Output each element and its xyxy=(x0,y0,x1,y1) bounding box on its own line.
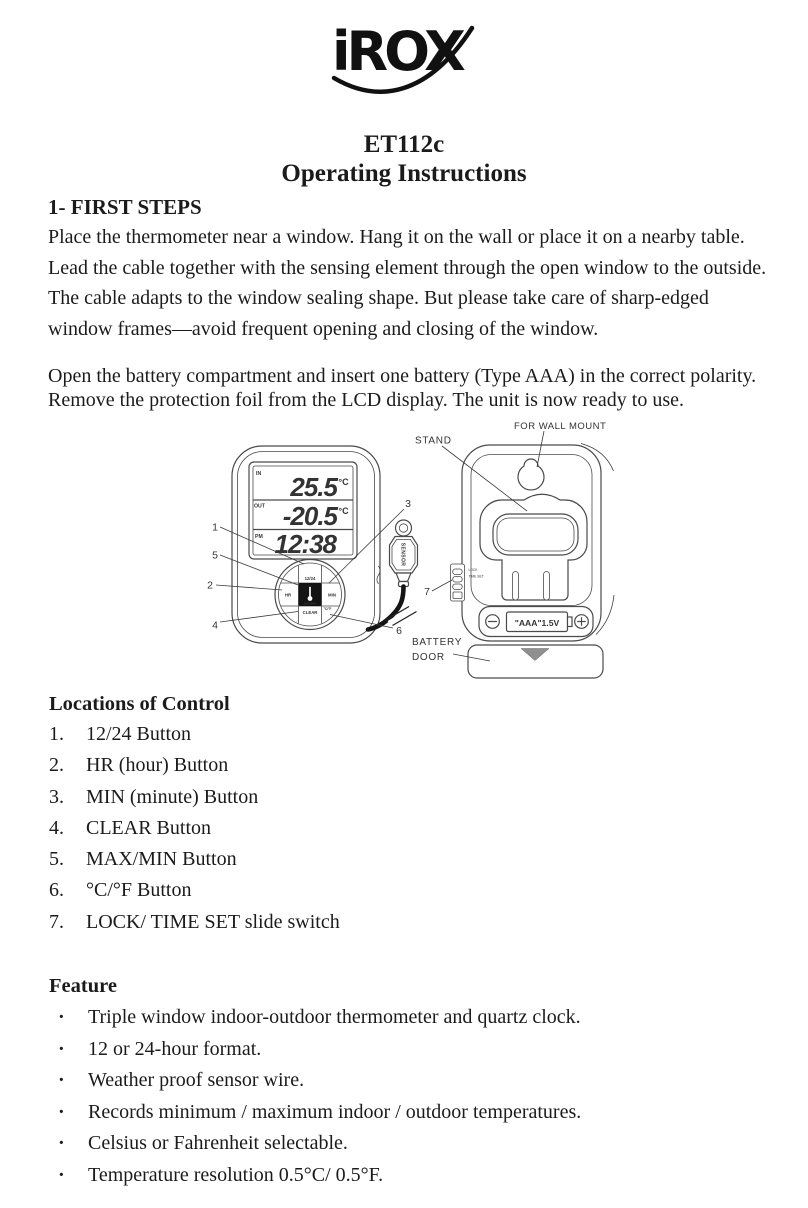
feature-item xyxy=(49,1065,769,1097)
sensor-label: SENSOR xyxy=(399,542,406,567)
feature-text: Weather proof sensor wire. xyxy=(88,1069,305,1091)
bullet: · xyxy=(58,1069,65,1091)
irox-logo xyxy=(320,12,488,104)
lcd-ampm-label: PM xyxy=(255,534,263,540)
switch-base xyxy=(453,592,462,599)
button-clear: CLEAR xyxy=(302,609,318,615)
button-min: MIN xyxy=(328,592,336,598)
sensor-ring-outer xyxy=(396,520,412,536)
callout-1: 1 xyxy=(212,521,218,534)
switch-ridge-1 xyxy=(453,569,463,575)
button-max-min-label: MAX/MIN xyxy=(303,601,317,606)
item-number: 2. xyxy=(49,754,64,777)
control-item xyxy=(49,782,749,813)
control-item xyxy=(49,844,749,875)
stand-label: STAND xyxy=(415,435,452,447)
battery-door-label-line2: DOOR xyxy=(412,652,445,663)
feature-text: Celsius or Fahrenheit selectable. xyxy=(88,1132,348,1154)
section-heading-first-steps: 1- FIRST STEPS xyxy=(48,195,202,219)
feature-item xyxy=(49,1002,769,1034)
feature-item xyxy=(49,1160,769,1192)
callout-4: 4 xyxy=(212,619,218,632)
lcd-in-label: IN xyxy=(256,471,262,477)
control-item xyxy=(49,719,749,750)
switch-ridge-2 xyxy=(453,577,463,583)
battery-nub xyxy=(568,617,573,627)
item-label: MAX/MIN Button xyxy=(86,848,237,871)
control-item xyxy=(49,875,749,906)
battery-cell-label: "AAA"1.5V xyxy=(514,617,560,628)
logo-text: iROX xyxy=(332,20,462,83)
lcd-in-value: 25.5 xyxy=(290,472,337,502)
callout-3: 3 xyxy=(405,498,411,510)
stand-hinge-slot-left xyxy=(513,572,519,601)
bullet: · xyxy=(58,1006,65,1028)
lcd-in-unit: °C xyxy=(338,477,349,487)
feature-item xyxy=(49,1128,769,1160)
feature-item xyxy=(49,1097,769,1129)
stand-hole xyxy=(493,514,578,555)
feature-text: 12 or 24-hour format. xyxy=(88,1037,262,1060)
item-number: 7. xyxy=(49,910,64,933)
switch-time-set-label: TIME SET xyxy=(468,574,484,579)
sensor-neck xyxy=(396,573,411,582)
item-label: MIN (minute) Button xyxy=(86,785,259,808)
battery-door xyxy=(468,645,603,678)
model-title: ET112c xyxy=(363,131,445,158)
item-number: 3. xyxy=(49,785,64,808)
bullet: · xyxy=(58,1163,65,1186)
front-unit xyxy=(232,446,380,643)
battery-door-label-line1: BATTERY xyxy=(412,637,463,648)
thermometer-icon-bulb xyxy=(308,596,313,601)
callout-7: 7 xyxy=(424,586,430,598)
bullet: · xyxy=(58,1037,65,1060)
item-label: HR (hour) Button xyxy=(86,754,229,777)
doc-subtitle: Operating Instructions xyxy=(281,160,527,187)
first-steps-paragraph-2: Open the battery compartment and insert one battery (Type AAA) in the correct polarity. Remove the protection foil from the LCD display. The unit is now ready to use. xyxy=(48,365,757,412)
feature-text: Records minimum / maximum indoor / outdoor temperatures. xyxy=(88,1100,582,1123)
bullet: · xyxy=(58,1132,65,1154)
control-item xyxy=(49,750,749,781)
battery-compartment xyxy=(479,607,593,637)
first-steps-paragraph-1: Place the thermometer near a window. Hang it on the wall or place it on a nearby table. Lead the cable together with the sensing element through the open window to the outside. The cable adapts to the window sealing shape. But please take care of sharp-edged window frames—avoid frequent opening and closing of the window. xyxy=(48,226,767,340)
control-item xyxy=(49,813,749,844)
button-pad xyxy=(275,560,345,630)
item-number: 5. xyxy=(49,848,64,871)
feature-list xyxy=(49,1002,769,1191)
callout-6: 6 xyxy=(396,625,402,637)
lcd-out-unit: °C xyxy=(338,506,349,516)
bullet: · xyxy=(58,1100,65,1123)
feature-text: Triple window indoor-outdoor thermometer and quartz clock. xyxy=(88,1006,581,1028)
wall-mount-label: FOR WALL MOUNT xyxy=(514,421,607,432)
button-hr: HR xyxy=(284,592,292,598)
callout-5: 5 xyxy=(212,549,218,562)
switch-lock-label: LOCK xyxy=(468,568,478,572)
lcd-time-value: 12:38 xyxy=(274,529,336,559)
item-number: 6. xyxy=(49,879,64,902)
stand-hinge-slot-right xyxy=(544,572,550,601)
switch-ridge-3 xyxy=(453,584,463,590)
feature-item xyxy=(49,1034,769,1066)
item-label: °C/°F Button xyxy=(86,879,192,902)
control-item xyxy=(49,907,749,938)
item-number: 1. xyxy=(49,723,64,745)
button-12-24: 12/24 xyxy=(304,576,316,581)
lcd-out-label: OUT xyxy=(254,503,265,510)
item-label: LOCK/ TIME SET slide switch xyxy=(86,910,340,933)
feature-text: Temperature resolution 0.5°C/ 0.5°F. xyxy=(88,1163,384,1186)
button-c-f: °C/°F xyxy=(323,607,332,611)
back-unit xyxy=(451,444,615,679)
callout-2: 2 xyxy=(207,579,213,592)
section-heading-feature: Feature xyxy=(49,975,117,997)
item-label: CLEAR Button xyxy=(86,816,212,839)
locations-list xyxy=(49,719,749,938)
item-number: 4. xyxy=(49,816,64,839)
device-diagram xyxy=(190,415,650,707)
item-label: 12/24 Button xyxy=(86,723,192,745)
lcd-display xyxy=(249,462,357,559)
section-heading-locations: Locations of Control xyxy=(49,693,230,715)
lcd-out-value: -20.5 xyxy=(282,501,337,531)
